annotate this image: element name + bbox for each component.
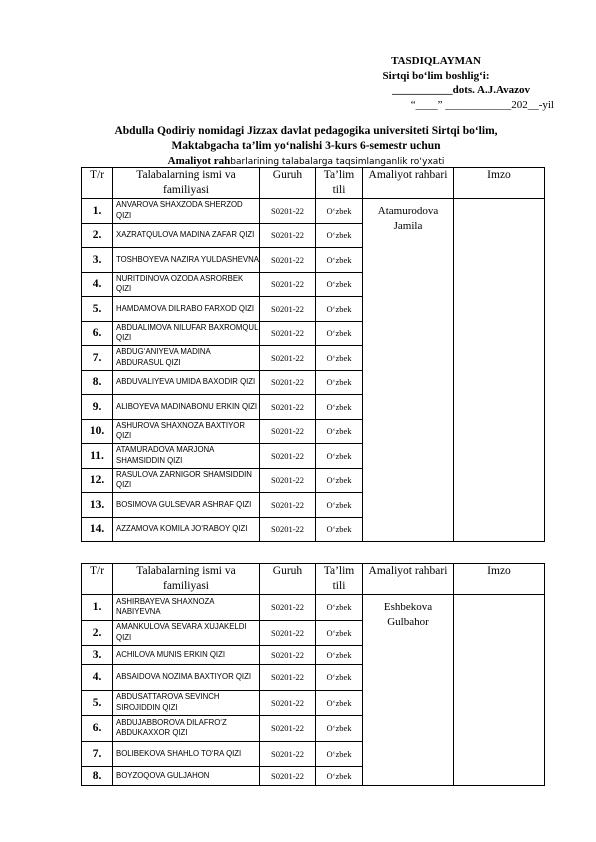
table-1-body [82,199,545,542]
header-group: Guruh [260,564,316,595]
row-number: 3. [82,646,113,665]
supervisor-name: Eshbekova Gulbahor [363,595,454,786]
row-number: 5. [82,690,113,716]
student-name: ATAMURADOVA MARJONA SHAMSIDDIN QIZI [113,444,260,469]
education-language: O‘zbek [316,346,363,371]
group-code: S0201-22 [260,620,316,646]
header-num: T/r [82,564,113,595]
education-language: O‘zbek [316,665,363,691]
education-language: O‘zbek [316,370,363,395]
group-code: S0201-22 [260,223,316,248]
group-code: S0201-22 [260,665,316,691]
row-number: 14. [82,517,113,542]
education-language: O‘zbek [316,690,363,716]
education-language: O‘zbek [316,248,363,273]
row-number: 3. [82,248,113,273]
header-lang: Ta’lim tili [316,168,363,199]
students-table-2 [81,563,545,786]
row-number: 11. [82,444,113,469]
education-language: O‘zbek [316,646,363,665]
table-2-body [82,595,545,786]
education-language: O‘zbek [316,741,363,767]
group-code: S0201-22 [260,690,316,716]
student-name: ALIBOYEVA MADINABONU ERKIN QIZI [113,395,260,420]
approval-block [336,54,554,112]
student-name: BOLIBEKOVA SHAHLO TO‘RA QIZI [113,741,260,767]
education-language: O‘zbek [316,272,363,297]
education-language: O‘zbek [316,595,363,621]
student-name: ABDUG‘ANIYEVA MADINA ABDURASUL QIZI [113,346,260,371]
row-number: 13. [82,493,113,518]
signature-cell [454,595,545,786]
education-language: O‘zbek [316,493,363,518]
approval-signer: ___________dots. A.J.Avazov [392,84,530,96]
student-name: HAMDAMOVA DILRABO FARXOD QIZI [113,297,260,322]
students-table-1 [81,167,545,542]
group-code: S0201-22 [260,297,316,322]
education-language: O‘zbek [316,620,363,646]
row-number: 7. [82,346,113,371]
title-line-2: Maktabgacha ta’lim yo‘nalishi 3-kurs 6-semestr uchun [171,140,441,152]
student-name: ANVAROVA SHAXZODA SHERZOD QIZI [113,199,260,224]
header-sign: Imzo [454,564,545,595]
education-language: O‘zbek [316,395,363,420]
approval-heading: TASDIQLAYMAN [391,55,481,67]
signature-cell [454,199,545,542]
student-name: ABDUVALIYEVA UMIDA BAXODIR QIZI [113,370,260,395]
student-name: AMANKULOVA SEVARA XUJAKELDI QIZI [113,620,260,646]
education-language: O‘zbek [316,223,363,248]
row-number: 5. [82,297,113,322]
education-language: O‘zbek [316,419,363,444]
group-code: S0201-22 [260,248,316,273]
row-number: 6. [82,716,113,742]
education-language: O‘zbek [316,767,363,786]
education-language: O‘zbek [316,716,363,742]
student-name: ABDUALIMOVA NILUFAR BAXROMQUL QIZI [113,321,260,346]
student-name: ABDUJABBOROVA DILAFRO‘Z ABDUKAXXOR QIZI [113,716,260,742]
row-number: 4. [82,272,113,297]
education-language: O‘zbek [316,297,363,322]
document-title [70,124,542,170]
row-number: 10. [82,419,113,444]
group-code: S0201-22 [260,767,316,786]
group-code: S0201-22 [260,493,316,518]
group-code: S0201-22 [260,716,316,742]
table-row [82,595,545,621]
education-language: O‘zbek [316,517,363,542]
group-code: S0201-22 [260,444,316,469]
student-name: NURITDINOVA OZODA ASRORBEK QIZI [113,272,260,297]
student-name: XAZRATQULOVA MADINA ZAFAR QIZI [113,223,260,248]
education-language: O‘zbek [316,468,363,493]
group-code: S0201-22 [260,321,316,346]
approval-date: “____” ____________202__-yil [410,98,554,111]
group-code: S0201-22 [260,370,316,395]
header-name: Talabalarning ismi va familiyasi [113,168,260,199]
group-code: S0201-22 [260,199,316,224]
row-number: 2. [82,223,113,248]
group-code: S0201-22 [260,468,316,493]
education-language: O‘zbek [316,444,363,469]
header-lang: Ta’lim tili [316,564,363,595]
student-name: BOSIMOVA GULSEVAR ASHRAF QIZI [113,493,260,518]
row-number: 1. [82,199,113,224]
student-name: ASHIRBAYEVA SHAXNOZA NABIYEVNA [113,595,260,621]
group-code: S0201-22 [260,595,316,621]
student-name: TOSHBOYEVA NAZIRA YULDASHEVNA [113,248,260,273]
header-sign: Imzo [454,168,545,199]
group-code: S0201-22 [260,272,316,297]
group-code: S0201-22 [260,741,316,767]
group-code: S0201-22 [260,419,316,444]
header-supervisor: Amaliyot rahbari [363,168,454,199]
row-number: 12. [82,468,113,493]
student-name: BOYZOQOVA GULJAHON [113,767,260,786]
header-group: Guruh [260,168,316,199]
title-line-3-rest: barlarining talabalarga taqsimlanganlik ro‘yxati [230,157,445,167]
supervisor-name: Atamurodova Jamila [363,199,454,542]
student-name: ABDUSATTAROVA SEVINCH SIROJIDDIN QIZI [113,690,260,716]
group-code: S0201-22 [260,395,316,420]
student-name: ASHUROVA SHAXNOZA BAXTIYOR QIZI [113,419,260,444]
education-language: O‘zbek [316,199,363,224]
title-line-3-bold: Amaliyot rah [167,155,231,167]
table-row [82,199,545,224]
student-name: ACHILOVA MUNIS ERKIN QIZI [113,646,260,665]
student-name: ABSAIDOVA NOZIMA BAXTIYOR QIZI [113,665,260,691]
row-number: 8. [82,767,113,786]
student-name: AZZAMOVA KOMILA JO‘RABOY QIZI [113,517,260,542]
education-language: O‘zbek [316,321,363,346]
group-code: S0201-22 [260,646,316,665]
group-code: S0201-22 [260,346,316,371]
title-line-1: Abdulla Qodiriy nomidagi Jizzax davlat pedagogika universiteti Sirtqi bo‘lim, [114,125,498,137]
row-number: 1. [82,595,113,621]
header-supervisor: Amaliyot rahbari [363,564,454,595]
row-number: 6. [82,321,113,346]
student-name: RASULOVA ZARNIGOR SHAMSIDDIN QIZI [113,468,260,493]
row-number: 4. [82,665,113,691]
approval-position: Sirtqi bo‘lim boshlig‘i: [382,69,490,82]
row-number: 7. [82,741,113,767]
row-number: 2. [82,620,113,646]
group-code: S0201-22 [260,517,316,542]
row-number: 8. [82,370,113,395]
header-num: T/r [82,168,113,199]
header-name: Talabalarning ismi va familiyasi [113,564,260,595]
row-number: 9. [82,395,113,420]
